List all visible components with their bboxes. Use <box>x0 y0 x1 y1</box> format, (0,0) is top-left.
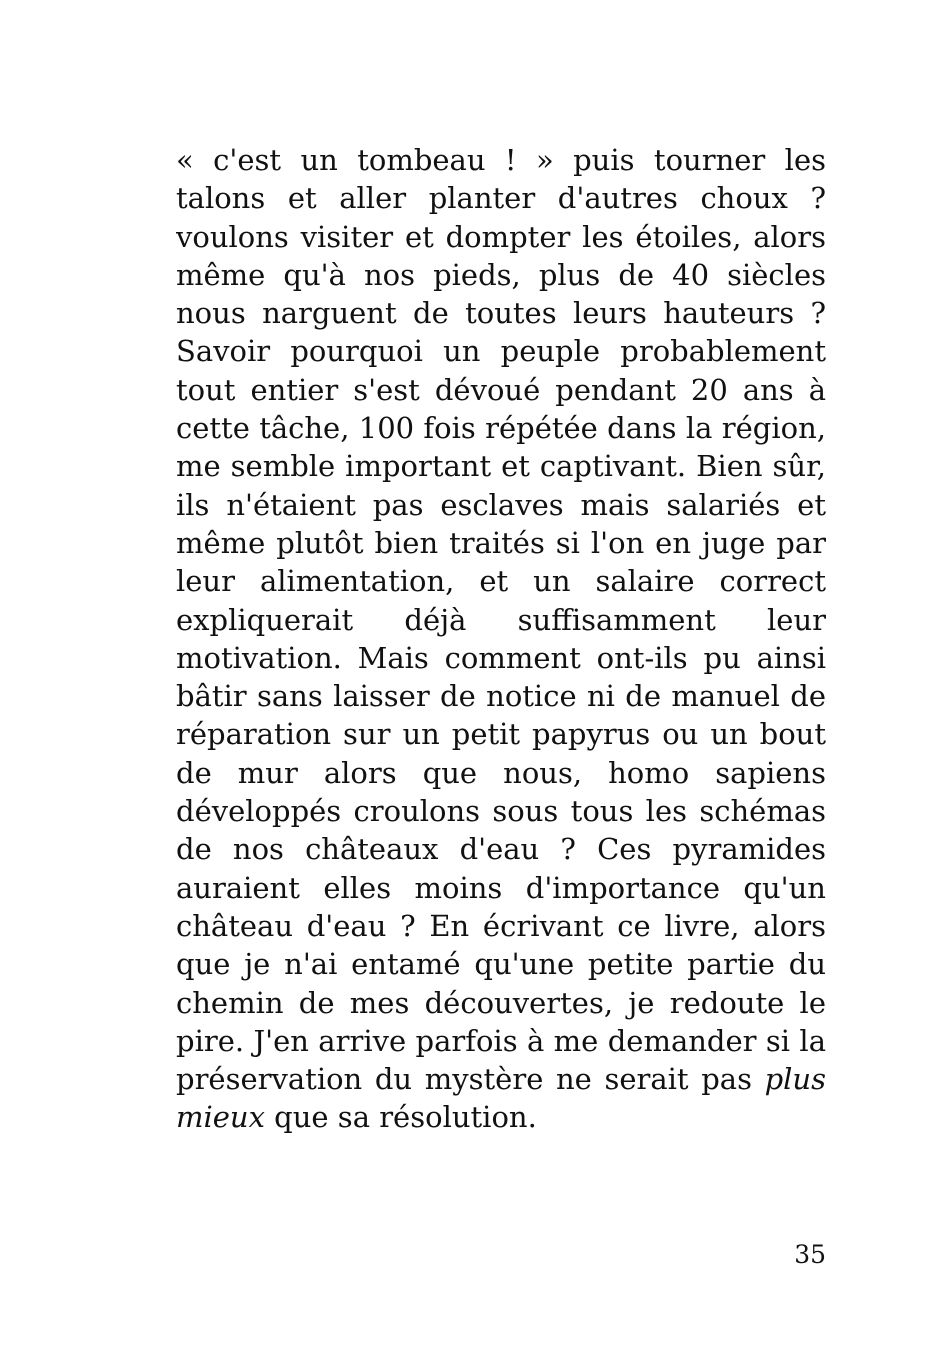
italic-phrase: plus <box>764 1062 826 1097</box>
text-line: chemin de mes découvertes, je redoute le <box>176 985 826 1020</box>
text-line: pire. J'en arrive parfois à me demander si la <box>176 1023 826 1058</box>
text-line: bâtir sans laisser de notice ni de manuel de <box>176 679 826 714</box>
text-line: château d'eau ? En écrivant ce livre, alors <box>176 908 826 943</box>
text-line <box>176 1098 826 1136</box>
text-line: voulons visiter et dompter les étoiles, alors <box>176 219 826 254</box>
text-line: « c'est un tombeau ! » puis tourner les <box>176 143 826 177</box>
text-line: leur alimentation, et un salaire correct <box>176 564 826 599</box>
text-line-segment: que sa résolution. <box>264 1100 537 1135</box>
text-line: tout entier s'est dévoué pendant 20 ans à <box>176 372 826 407</box>
text-line: même plutôt bien traités si l'on en juge par <box>176 525 826 560</box>
text-line: expliquerait déjà suffisamment leur <box>176 602 826 637</box>
text-line: réparation sur un petit papyrus ou un bout <box>176 717 826 752</box>
text-line: développés croulons sous tous les schémas <box>176 794 826 829</box>
text-line: de mur alors que nous, homo sapiens <box>176 755 826 790</box>
text-line: cette tâche, 100 fois répétée dans la région, <box>176 411 826 446</box>
text-line: de nos châteaux d'eau ? Ces pyramides <box>176 832 826 867</box>
text-line: auraient elles moins d'importance qu'un <box>176 870 826 905</box>
text-line: que je n'ai entamé qu'une petite partie du <box>176 947 826 982</box>
text-line: nous narguent de toutes leurs hauteurs ? <box>176 296 826 331</box>
body-paragraph <box>176 141 826 1137</box>
text-line: motivation. Mais comment ont-ils pu ainsi <box>176 640 826 675</box>
text-line: Savoir pourquoi un peuple probablement <box>176 334 826 369</box>
text-line: talons et aller planter d'autres choux ? <box>176 181 826 216</box>
text-line: même qu'à nos pieds, plus de 40 siècles <box>176 257 826 292</box>
text-line-segment: préservation du mystère ne serait pas <box>176 1062 765 1097</box>
text-line <box>176 1060 826 1098</box>
text-line: ils n'étaient pas esclaves mais salariés et <box>176 487 826 522</box>
italic-phrase: mieux <box>176 1100 265 1135</box>
page-number: 35 <box>794 1240 826 1269</box>
text-line: me semble important et captivant. Bien sûr, <box>176 449 826 484</box>
